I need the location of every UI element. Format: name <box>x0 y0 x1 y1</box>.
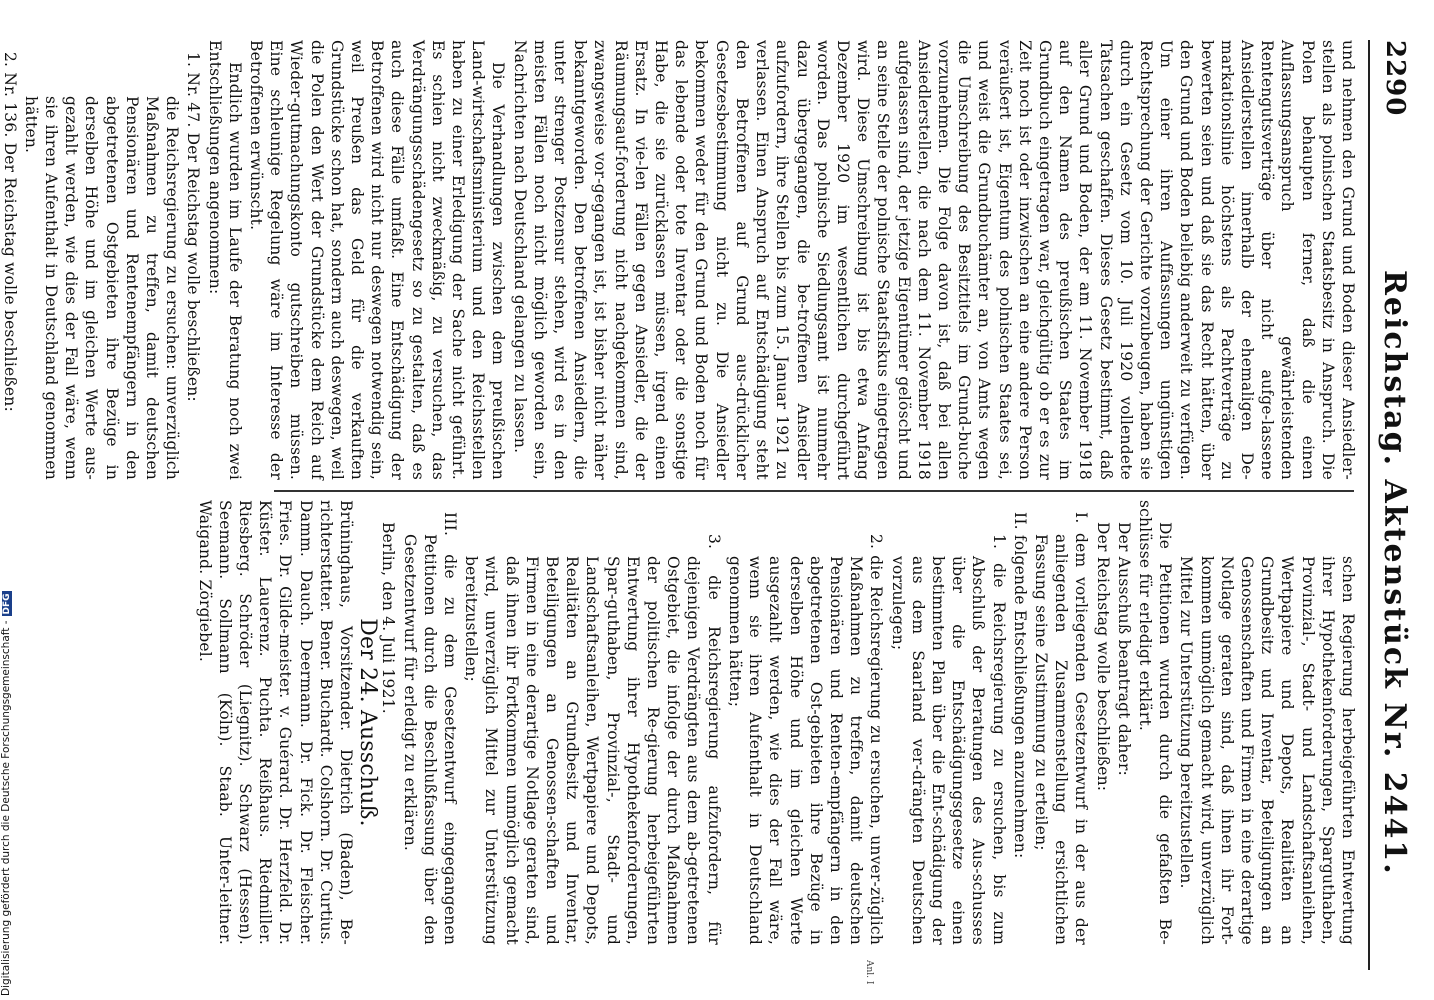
page-header <box>1368 40 1416 970</box>
footer-text: Digitalisierung gefördert durch die Deutsche Forschungsgemeinschaft - <box>0 620 12 996</box>
paragraph: Der Reichstag wolle beschließen: <box>1093 522 1112 792</box>
dateline: Berlin, den 4. Juli 1921. <box>379 522 398 714</box>
motion-ii-3: 3. die Reichsregierung aufzufordern, für diejenigen Verdrängten aus dem ab-getretenen Ostgebiet, die infolge der durch Maßnahmen der politischen Re-gierung herbeigeführten Entwertung ihrer Hypothekenforderungen, Spar-guthaben, Provinzial-, Stadt- und Landschaftsanleihen, Wertpapiere und Depots, Realitäten an Grundbesitz und Inventar, Beteiligungen an Genossen-schaften und Firmen in eine derartige Notlage geraten sind, daß ihnen ihr Fortkommen unmöglich gemacht wird, unverzüglich Mittel zur Unterstützung bereitzustellen; <box>462 534 723 945</box>
margin-note: Anl. I <box>864 960 874 985</box>
committee-title: Der 24. Ausschuß. <box>355 618 381 827</box>
paragraph: Der Ausschuß beantragt daher: <box>1114 522 1133 776</box>
footer-text-wrap <box>0 593 16 996</box>
motion-ii: II. folgende Entschließungen anzunehmen: <box>1010 512 1029 859</box>
resolution-1-heading: 1. Nr. 47. Der Reichstag wolle beschließen: <box>184 52 203 402</box>
motion-i: I. dem vorliegenden Gesetzentwurf in der aus der anliegenden Zusammenstellung ersichtlichen Fassung seine Zustimmung zu erteilen; <box>1031 512 1091 945</box>
right-column <box>193 500 1358 945</box>
paragraph: Endlich wurden im Laufe der Beratung noch zwei Entschließungen angenommen: <box>205 40 244 480</box>
resolution-1-body: die Reichsregierung zu ersuchen: unverzüglich Maßnahmen zu treffen, damit deutschen Pensionären und Rentenempfängern in den abgetretenen Ostgebieten ihre Bezüge in derselben Höhe und im gleichen Werte aus-gezahlt werden, wie dies der Fall wäre, wenn sie ihren Aufenthalt in Deutschland genommen hätten. <box>21 96 182 480</box>
paragraph: und nehmen den Grund und Boden dieser Ansiedler-stellen als polnischen Staatsbesitz in Anspruch. Die Polen behaupten ferner, daß die einen Auflassungsanspruch gewährleistenden Rentengutsverträge über nicht aufge-lassene Ansiedlerstellen innerhalb der ehemaligen De-markationslinie höchstens als Pachtverträge zu bewerten seien und daß sie das Recht hätten, über den Grund und Boden beliebig anderweit zu verfügen. Um einer ihren Auffassungen ungünstigen Rechtsprechung der Gerichte vorzubeugen, haben sie durch ein Gesetz vom 10. Juli 1920 vollendete Tatsachen geschaffen. Dieses Gesetz bestimmt, daß aller Grund und Boden, der am 11. November 1918 auf den Namen des preußischen Staates im Grundbuch eingetragen war, gleichgültig ob er es zur Zeit noch ist oder inzwischen an eine andere Person veräußert ist, Eigentum des polnischen Staates sei, und weist die Grundbuchämter an, von Amts wegen die Umschreibung des Besitztitels im Grund-buche vorzunehmen. Die Folge davon ist, daß bei allen Ansiedlerstellen, die nach dem 11. November 1918 aufgelassen sind, der jetzige Eigentümer gelöscht und an seine Stelle der polnische Staatsfiskus eingetragen wird. Diese Umschreibung ist bis etwa Anfang Dezember 1920 im wesentlichen durchgeführt worden. Das polnische Siedlungsamt ist nunmehr dazu übergegangen, die be-troffenen Ansiedler aufzufordern, ihre Stellen bis zum 15. Januar 1921 zu verlassen. Einen Anspruch auf Entschädigung steht den Betroffenen auf Grund aus-drücklicher Gesetzesbestimmung nicht zu. Die Ansiedler bekommen weder für den Grund und Boden noch für das lebende oder tote Inventar oder die sonstige Habe, die sie zurücklassen müssen, irgend einen Ersatz. In vie-len Fällen gegen Ansiedler, die der Räumungsauf-forderung nicht nachgekommen sind, zwangsweise vor-gegangen ist, ist bisher nicht näher bekanntgeworden. Den betroffenen Ansiedlern, die unter strenger Postzensur stehen, wird es in den meisten Fällen noch nicht möglich geworden sein, Nachrichten nach Deutschland gelangen zu lassen. <box>510 40 1357 480</box>
paragraph: schen Regierung herbeigeführten Entwertung ihrer Hypothekenforderungen, Sparguthaben, Provinzial-, Stadt- und Landschaftsanleihen, Wertpapiere und Depots, Realitäten an Grundbesitz und Inventar, Beteiligungen an Genossenschaften und Firmen in eine derartige Notlage geraten sind, daß ihnen ihr Fort-kommen unmöglich gemacht wird, unverzüglich Mittel zur Unterstützung bereitzustellen. <box>1177 556 1357 945</box>
digitization-footer <box>0 593 20 996</box>
paragraph: Die Verhandlungen zwischen dem preußischen Land-wirtschaftsministerium und den Reichsstellen haben zu einer Erledigung der Sache nicht geführt. Es schien nicht zweckmäßig, zu versuchen, das Verdrängungsschädengesetz so zu gestalten, daß es auch diese Fälle umfaßt. Eine Entschädigung der Betroffenen wird nicht nur deswegen notwendig sein, weil Preußen das Geld für die verkauften Grundstücke schon hat, sondern auch deswegen, weil die Polen den Wert der Grundstücke dem Reich auf Wieder-gutmachungskonto gutschreiben müssen. Eine schleunige Regelung wäre im Interesse der Betroffenen erwünscht. <box>247 40 508 480</box>
motion-ii-2: 2. die Reichsregierung zu ersuchen, unver-züglich Maßnahmen zu treffen, damit deutschen Pensionären und Renten-empfängern in den abgetretenen Ost-gebieten ihre Bezüge in derselben Höhe und im gleichen Werte ausgezahlt werden, wie dies der Fall wäre, wenn sie ihren Aufenthalt in Deutschland genommen hätten; <box>725 534 886 945</box>
motion-ii-1: 1. die Reichsregierung zu ersuchen, bis zum Abschluß der Beratungen des Aus-schusses über die Entschädigungsgesetze einen bestimmten Plan über die Ent-schädigung der aus dem Saarland ver-drängten Deutschen vorzulegen; <box>888 534 1008 945</box>
committee-members: Brüninghaus, Vorsitzender. Dietrich (Baden), Be-richterstatter. Bener. Buchardt. Colshorn. Dr. Curtius. Damm. Dauch. Deermann. Dr. Fick. Dr. Fleischer. Fries. Dr. Gilde-meister. v. Guérard. Dr. Herzfeld. Dr. Küster. Lauerenz. Puchta. Reißhaus. Riedmiller. Riesberg. Schröder (Liegnitz). Schwarz (Hessen). Seemann. Sollmann (Köln). Staab. Unter-leitner. Waigand. Zörgiebel. <box>195 500 356 945</box>
paragraph: Die Petitionen wurden durch die gefaßten Be-schlüsse für erledigt erklärt. <box>1135 500 1175 945</box>
resolution-2-heading: 2. Nr. 136. Der Reichstag wolle beschließen: <box>0 52 19 412</box>
left-column <box>0 40 1358 480</box>
motion-iii: III. die zu dem Gesetzentwurf eingegangenen Petitionen durch die Beschlußfassung über den Gesetzentwurf für erledigt zu erklären. <box>400 512 460 945</box>
dfg-logo: DFG <box>2 593 12 615</box>
column-divider <box>274 490 1354 492</box>
page-number: 2290 <box>1380 40 1410 117</box>
running-head: Reichstag. Aktenstück Nr. 2441. <box>1377 270 1412 876</box>
